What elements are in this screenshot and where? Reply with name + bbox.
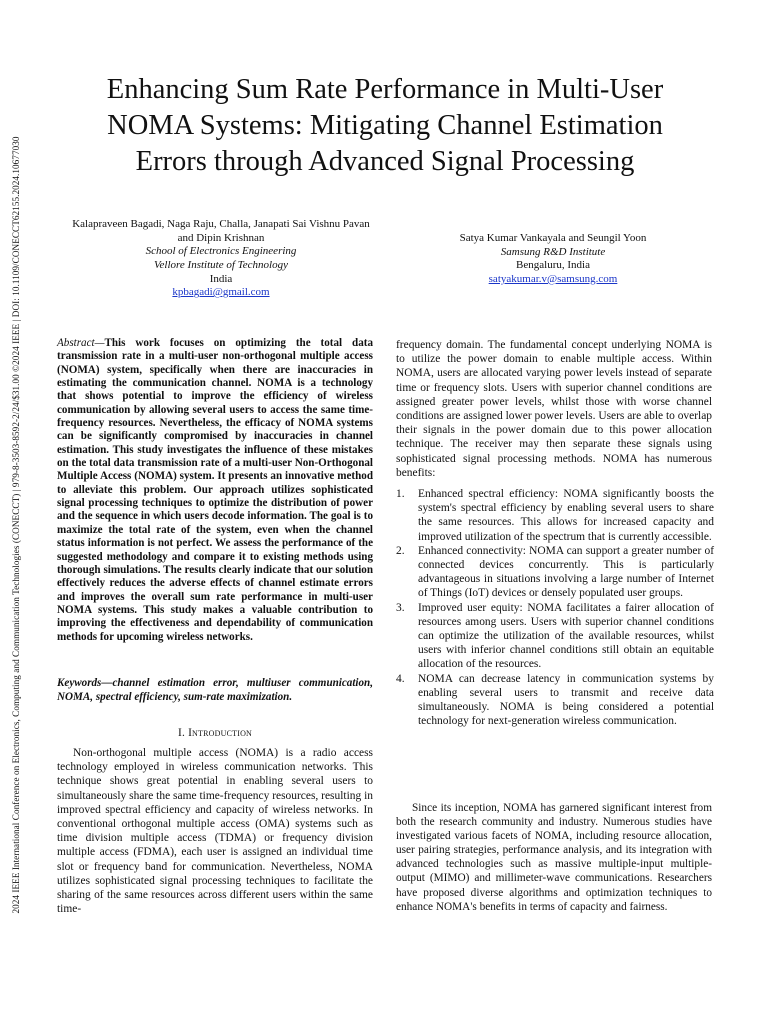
list-item-text: NOMA can decrease latency in communication systems by enabling several users to transmit and receive data simultaneously. NOMA is being considered a potential technology for next-generation wireless communication. bbox=[418, 672, 714, 728]
author-names: Kalapraveen Bagadi, Naga Raju, Challa, Janapati Sai Vishnu Pavan bbox=[72, 218, 370, 230]
author-block-right bbox=[390, 232, 716, 287]
list-item-text: Enhanced spectral efficiency: NOMA significantly boosts the system's spectral efficiency by enabling several users to share the same resources. This allows for increased capacity and improved utilization of the spectrum that is currently accessible. bbox=[418, 488, 714, 543]
list-item-number: 3. bbox=[396, 601, 405, 614]
list-item-number: 2. bbox=[396, 544, 405, 557]
author-email-link[interactable]: satyakumar.v@samsung.com bbox=[488, 272, 618, 285]
author-names-cont: and Dipin Krishnan bbox=[177, 231, 265, 244]
title-line-2: NOMA Systems: Mitigating Channel Estimation bbox=[107, 110, 663, 142]
author-institute: Samsung R&D Institute bbox=[500, 245, 606, 258]
benefits-list bbox=[396, 487, 714, 728]
section-heading-introduction bbox=[57, 727, 373, 739]
list-item-number: 1. bbox=[396, 488, 405, 500]
list-item-number: 4. bbox=[396, 672, 405, 685]
paper-title bbox=[60, 72, 710, 181]
title-line-1: Enhancing Sum Rate Performance in Multi-User bbox=[106, 74, 664, 105]
list-item bbox=[396, 672, 714, 729]
keywords: Keywords—channel estimation error, multiuser communication, NOMA, spectral efficiency, sum-rate maximization. bbox=[57, 677, 373, 703]
list-item-text: Improved user equity: NOMA facilitates a fairer allocation of resources among users. Users with superior channel conditions can optimize the utilization of the available resources, whilst users with inferior channel conditions still obtain an equitable allocation of the resources. bbox=[418, 601, 714, 671]
intro-paragraph-right: frequency domain. The fundamental concept underlying NOMA is to utilize the power domain to enable multiple access. Within NOMA, users are allocated varying power levels instead of separate time or frequency slots. Users with superior channel conditions are assigned greater power levels, whilst those with worse channel conditions are assigned lower power levels. Users are able to overlap their signals in the power domain due to this power allocation technique. The receiver may then separate these signals using sophisticated signal processing methods. NOMA has numerous benefits: bbox=[396, 339, 713, 479]
section-title: Introduction bbox=[188, 727, 253, 739]
abstract-lead: Abstract— bbox=[57, 337, 105, 349]
author-department: School of Electronics Engineering bbox=[145, 245, 297, 258]
list-item bbox=[396, 601, 714, 672]
author-location: Bengaluru, India bbox=[516, 259, 590, 272]
sidebar-citation bbox=[6, 80, 26, 970]
title-line-3: Errors through Advanced Signal Processing bbox=[135, 146, 635, 178]
author-email-link[interactable]: kpbagadi@gmail.com bbox=[172, 286, 270, 299]
section-numeral: I. bbox=[177, 727, 185, 739]
author-country: India bbox=[209, 272, 233, 285]
author-names: Satya Kumar Vankayala and Seungil Yoon bbox=[459, 232, 647, 244]
abstract bbox=[57, 337, 373, 644]
intro-paragraph-2: Since its inception, NOMA has garnered significant interest from both the research community and industry. Numerous studies have investigated various facets of NOMA, including resource allocation, user pairing strategies, performance analysis, and its integration with advanced technologies such as massive multiple-input multiple-output (MIMO) and millimeter-wave communications. Researchers have proposed diverse algorithms and optimization techniques to enhance NOMA's benefits in terms of capacity and fairness. bbox=[396, 802, 712, 913]
list-item bbox=[396, 544, 714, 601]
intro-paragraph-left: Non-orthogonal multiple access (NOMA) is a radio access technology employed in wireless communication networks. This technique shows great potential in enabling several users to simultaneously share the same time-frequency resources, resulting in improved spectral efficiency and capacity of wireless networks. In conventional orthogonal multiple access (OMA) systems such as time division multiple access (TDMA) or frequency division multiple access (FDMA), each user is assigned an individual time slot or frequency band for communication. Nevertheless, NOMA utilizes sophisticated signal processing techniques to facilitate the sharing of the same resources across different users within the same time- bbox=[57, 747, 373, 916]
list-item-text: Enhanced connectivity: NOMA can support a greater number of connected devices concurrently. This is particularly advantageous in situations involving a large number of Internet of Things (IoT) devices or densely populated user groups. bbox=[418, 544, 714, 600]
list-item bbox=[396, 487, 714, 544]
abstract-body: This work focuses on optimizing the total data transmission rate in a multi-user non-orthogonal multiple access (NOMA) system, specifically when there are inaccuracies in estimating the communication channel. NOMA is a technology that shows potential to improve the efficiency of wireless communication by allowing several users to access the same time-frequency resources. Nevertheless, the efficacy of NOMA systems can be significantly compromised by inaccuracies in channel estimation. This study investigates the influence of these mistakes on the total data transmission rate of a multi-user Non-Orthogonal Multiple Access (NOMA) system. It presents an innovative method to alleviate this problem. Our approach utilizes sophisticated signal processing techniques to optimize the distribution of power and the sequence in which users decode information. The goal is to maximize the total rate of the system, even when the channel status information is not perfect. We assess the performance of the suggested methodology and compare it to existing methods using thorough simulations. The results clearly indicate that our solution effectively reduces the adverse effects of channel estimate errors and improves the overall sum rate performance in multi-user NOMA systems. This study makes a valuable contribution to improving the effectiveness and dependability of communication methods for upcoming wireless networks. bbox=[57, 337, 373, 643]
author-block-left bbox=[58, 218, 384, 300]
sidebar-citation-text: 2024 IEEE International Conference on Electronics, Computing and Communication Technologies (CONECCT) | 979-8-3503-8592-2/24/$31.00 ©2024 IEEE | DOI: 10.1109/CONECCT62155.2024.10677030 bbox=[11, 136, 21, 914]
author-institute: Vellore Institute of Technology bbox=[154, 258, 288, 271]
